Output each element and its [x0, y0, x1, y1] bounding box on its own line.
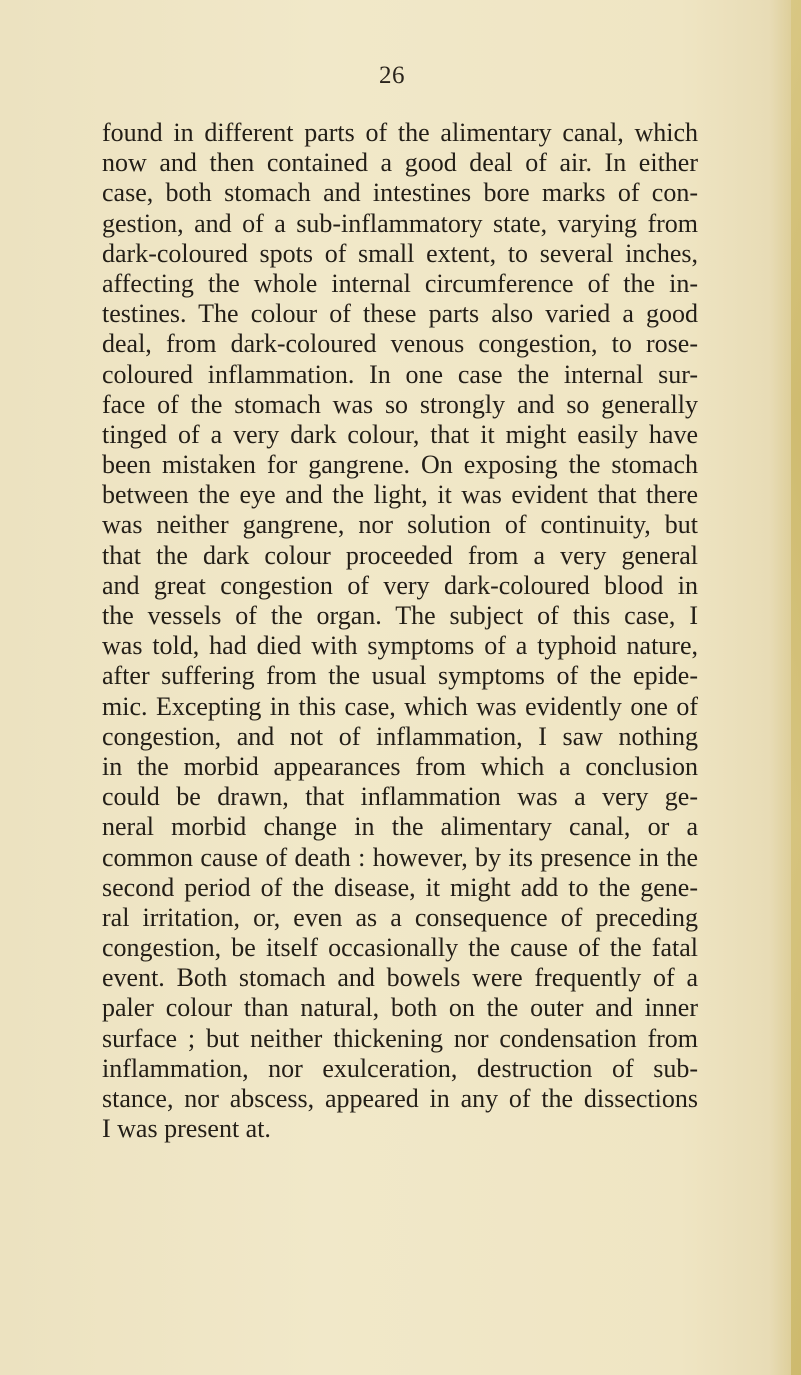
text-line: stance, nor abscess, appeared in any of the dissections — [102, 1084, 698, 1113]
text-line: neral morbid change in the alimentary canal, or a — [102, 812, 698, 842]
text-line: event. Both stomach and bowels were frequently of a — [102, 963, 698, 993]
text-line: been mistaken for gangrene. On exposing the stomach — [102, 450, 698, 480]
text-line: congestion, be itself occasionally the cause of the fatal — [102, 933, 698, 963]
text-line: coloured inflammation. In one case the internal sur- — [102, 359, 698, 389]
text-line: inflammation, nor exulceration, destruction of sub- — [102, 1053, 698, 1083]
text-line: paler colour than natural, both on the outer and inner — [102, 993, 698, 1023]
text-line: found in different parts of the alimentary canal, which — [102, 118, 698, 147]
text-line: was neither gangrene, nor solution of continuity, but — [102, 510, 698, 540]
text-line: face of the stomach was so strongly and so generally — [102, 389, 698, 419]
text-line: and great congestion of very dark-coloured blood in — [102, 570, 698, 600]
text-line: tinged of a very dark colour, that it might easily have — [102, 419, 698, 449]
text-line: now and then contained a good deal of air. In either — [102, 148, 698, 178]
text-line: testines. The colour of these parts also varied a good — [102, 299, 698, 329]
text-line: congestion, and not of inflammation, I saw nothing — [102, 721, 698, 751]
text-line: case, both stomach and intestines bore marks of con- — [102, 178, 698, 208]
text-line: was told, had died with symptoms of a typhoid nature, — [102, 631, 698, 661]
text-line: surface ; but neither thickening nor condensation from — [102, 1023, 698, 1053]
text-line: I was present at. — [102, 1114, 271, 1144]
text-line: mic. Excepting in this case, which was evidently one of — [102, 691, 698, 721]
page-number: 26 — [379, 62, 405, 89]
text-line: dark-coloured spots of small extent, to several inches, — [102, 238, 698, 268]
text-line: between the eye and the light, it was evident that there — [102, 480, 698, 510]
text-line: affecting the whole internal circumference of the in- — [102, 268, 698, 298]
text-line: second period of the disease, it might add to the gene- — [102, 872, 698, 902]
text-line: the vessels of the organ. The subject of this case, I — [102, 601, 698, 630]
text-line: gestion, and of a sub-inflammatory state, varying from — [102, 208, 698, 238]
text-line: common cause of death : however, by its presence in the — [102, 842, 698, 872]
text-line: that the dark colour proceeded from a very general — [102, 540, 698, 570]
body-text — [102, 118, 698, 1144]
page-edge-stain — [791, 0, 801, 1375]
text-line: after suffering from the usual symptoms of the epide- — [102, 661, 698, 691]
text-line: ral irritation, or, even as a consequence of preceding — [102, 902, 698, 932]
text-line: in the morbid appearances from which a conclusion — [102, 751, 698, 781]
text-line: could be drawn, that inflammation was a very ge- — [102, 782, 698, 812]
text-line: deal, from dark-coloured venous congestion, to rose- — [102, 329, 698, 359]
